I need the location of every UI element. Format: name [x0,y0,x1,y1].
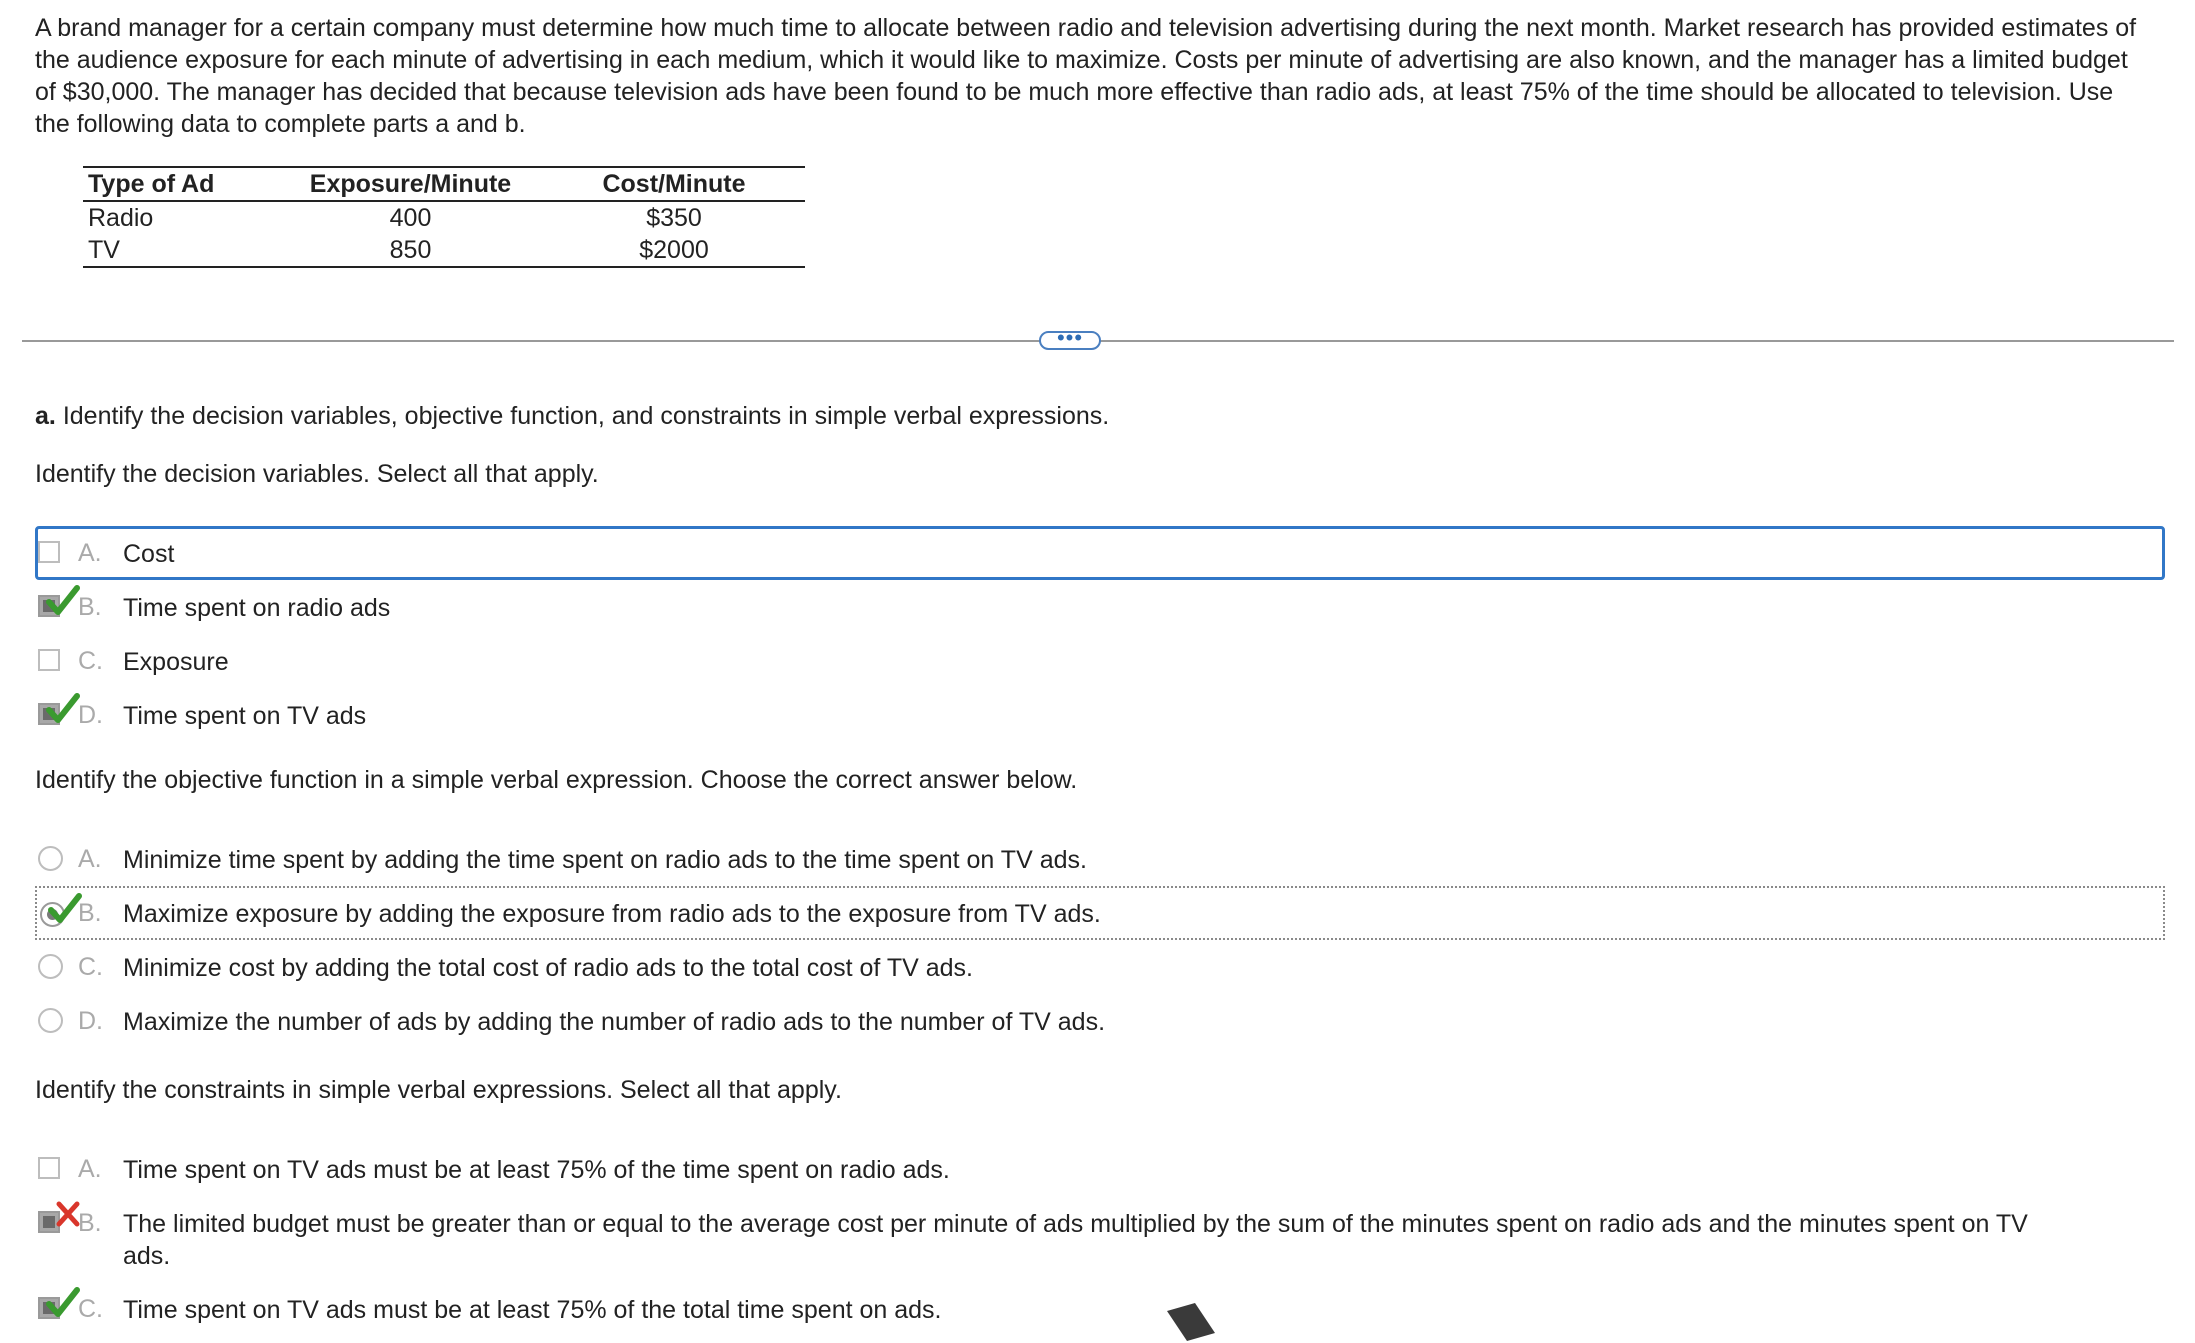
table-cell: 850 [389,236,432,264]
q1-option-a[interactable] [35,526,2165,580]
option-letter: A. [78,539,102,567]
part-a-label: a. [35,402,56,430]
table-row [83,201,805,234]
q1-option-d[interactable] [35,688,2165,742]
q2-option-c[interactable] [35,940,2165,994]
q1-prompt: Identify the decision variables. Select all that apply. [35,460,599,488]
table-cell: TV [88,236,120,264]
expand-more-button[interactable]: ••• [1039,331,1101,350]
radio-button[interactable] [38,954,63,979]
q3-option-b[interactable] [35,1196,2165,1276]
problem-statement: A brand manager for a certain company must determine how much time to allocate between radio and television advertising during the next month. Market research has provided estimates of the audience exposure for each minute of advertising in each medium, which it would like to maximize. Costs per minute of advertising are also known, and the manager has a limited budget of $30,000. The manager has decided that because television ads have been found to be much more effective than radio ads, at least 75% of the time should be allocated to television. Use the following data to complete parts a and b. [35,14,2137,138]
mouse-pointer-icon [1165,1303,1225,1343]
q2-option-d[interactable] [35,994,2165,1048]
q2-option-b[interactable] [35,886,2165,940]
option-text: Time spent on TV ads must be at least 75% of the total time spent on ads. [123,1296,942,1324]
col-header-exposure: Exposure/Minute [309,170,512,198]
option-text: The limited budget must be greater than or equal to the average cost per minute of ads multiplied by the sum of the minutes spent on radio ads and the minutes spent on TV [123,1210,2028,1238]
radio-button[interactable] [38,1008,63,1033]
correct-check-icon [43,582,83,622]
q3-option-a[interactable] [35,1142,2165,1196]
col-header-cost: Cost/Minute [602,170,746,198]
q1-option-b[interactable] [35,580,2165,634]
q3-option-c[interactable] [35,1282,2165,1336]
table-header-row [83,167,805,201]
option-text: Maximize the number of ads by adding the number of radio ads to the number of TV ads. [123,1008,1106,1036]
option-text: Cost [123,540,175,568]
incorrect-x-icon [43,1198,83,1238]
correct-check-icon [43,1284,83,1324]
ad-data-table [83,166,805,268]
table-row [83,234,805,267]
table-cell: $2000 [639,236,709,264]
checkbox[interactable] [38,541,60,563]
option-letter: D. [78,701,103,729]
option-letter: D. [78,1007,103,1035]
table-cell: Radio [88,204,154,232]
option-text: Maximize exposure by adding the exposure from radio ads to the exposure from TV ads. [123,900,1101,928]
option-letter: C. [78,1295,103,1323]
option-letter: A. [78,845,102,873]
q3-prompt: Identify the constraints in simple verbal expressions. Select all that apply. [35,1076,842,1104]
correct-check-icon [43,690,83,730]
part-a-text: Identify the decision variables, objective function, and constraints in simple verbal expressions. [62,402,1110,430]
q2-option-a[interactable] [35,832,2165,886]
option-letter: B. [78,1209,102,1237]
option-text: Time spent on TV ads must be at least 75% of the time spent on radio ads. [123,1156,950,1184]
checkbox[interactable] [38,649,60,671]
table-cell: 400 [389,204,432,232]
option-text: Minimize cost by adding the total cost of radio ads to the total cost of TV ads. [123,954,973,982]
table-cell: $350 [646,204,702,232]
radio-button[interactable] [38,846,63,871]
option-text: Exposure [123,648,229,676]
option-letter: B. [78,593,102,621]
option-letter: A. [78,1155,102,1183]
option-text: Minimize time spent by adding the time spent on radio ads to the time spent on TV ads. [123,846,1087,874]
option-text: Time spent on TV ads [123,702,367,730]
q2-prompt: Identify the objective function in a simple verbal expression. Choose the correct answer below. [35,766,1078,794]
option-text: Time spent on radio ads [123,594,391,622]
option-letter: C. [78,953,103,981]
q1-option-c[interactable] [35,634,2165,688]
option-text-continued: ads. [123,1242,171,1270]
col-header-type: Type of Ad [88,170,215,198]
option-letter: B. [78,899,102,927]
option-letter: C. [78,647,103,675]
checkbox[interactable] [38,1157,60,1179]
part-a-prompt [35,400,1109,432]
